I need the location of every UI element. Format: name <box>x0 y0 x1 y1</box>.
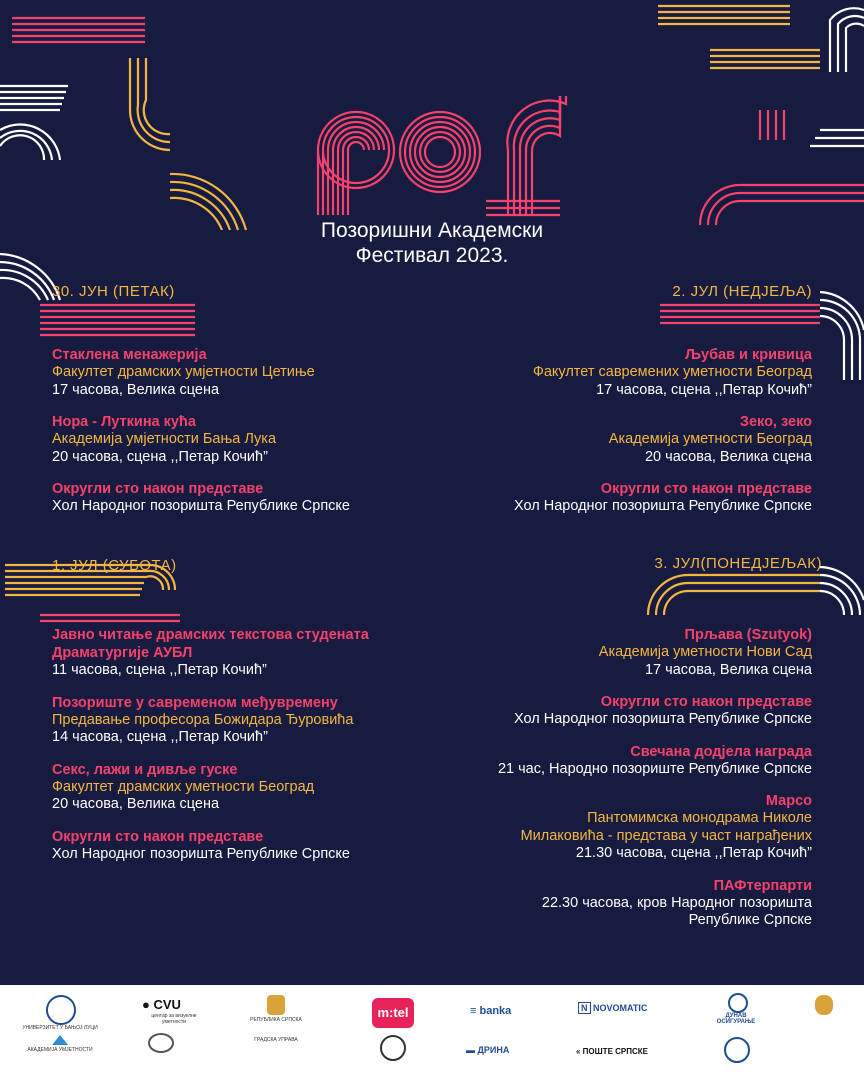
event-location: Хол Народног позоришта Републике Српске <box>52 845 350 862</box>
event-title: Стаклена менажерија <box>52 347 207 363</box>
event-time: 17 часова, Велика сцена <box>52 381 220 398</box>
dunav-seal-logo <box>728 993 748 1013</box>
dunav-logo-text: ДУНАВ ОСИГУРАЊЕ <box>716 1013 756 1025</box>
event-item <box>412 413 812 466</box>
banka-logo: ≡ banka <box>470 1005 512 1017</box>
event-subtitle: Факултет савремених уметности Београд <box>532 364 812 380</box>
city-coat-of-arms-logo <box>815 995 833 1015</box>
day-schedule-june-30 <box>52 346 452 530</box>
cvu-logo: ● CVU <box>142 997 181 1012</box>
ministry-logo-text: РЕПУБЛИКА СРПСКА <box>250 1017 302 1023</box>
event-location: Хол Народног позоришта Републике Српске <box>52 498 350 514</box>
event-title: Округли сто након представе <box>600 481 812 497</box>
day-heading-june-30: 30. ЈУН (ПЕТАК) <box>52 283 175 300</box>
poste-logo-text: ПОШТЕ СРПСКЕ <box>582 1047 648 1056</box>
event-subtitle: Предавање професора Божидара Ђуровића <box>52 711 354 728</box>
event-item <box>412 792 812 863</box>
theatre-seal-logo <box>148 1033 174 1053</box>
event-title: Нора - Луткина кућа <box>52 414 196 430</box>
event-title: Секс, лажи и дивље гуске <box>52 761 238 778</box>
event-title: Позориште у савременом међувремену <box>52 694 338 711</box>
event-item <box>52 346 452 399</box>
event-item <box>52 480 452 516</box>
mtel-logo: m:tel <box>372 998 414 1028</box>
event-item <box>412 877 812 930</box>
day-heading-july-2: 2. ЈУЛ (НЕДЈЕЉА) <box>672 283 812 300</box>
city-logo-text: ГРАДСКА УПРАВА <box>254 1037 298 1043</box>
day-heading-date: 3. ЈУЛ <box>654 555 701 572</box>
university-logo-text: УНИВЕРЗИТЕТ У БАЊОЈ ЛУЦИ <box>22 1025 98 1031</box>
event-time: 14 часова, сцена ,,Петар Кочић” <box>52 729 268 745</box>
event-title: Зеко, зеко <box>739 414 812 430</box>
event-item <box>412 693 812 729</box>
event-title: Љубав и кривица <box>685 347 812 363</box>
event-title: Округли сто након представе <box>600 694 812 710</box>
event-item <box>412 626 812 679</box>
cvu-logo-subtext: центар за визуелне уметности <box>151 1013 197 1025</box>
event-subtitle: Факултет драмских уметности Београд <box>52 778 315 795</box>
novomatic-logo: N NOVOMATIC <box>578 1003 647 1013</box>
paf-logo-graphic <box>318 96 566 215</box>
university-seal-logo <box>46 995 76 1025</box>
event-title: Округли сто након представе <box>52 481 264 497</box>
event-title: Јавно читање драмских текстова студената <box>52 627 369 643</box>
poste-logo: « ПОШТЕ СРПСКЕ <box>576 1047 648 1056</box>
event-item <box>412 480 812 516</box>
festival-title <box>0 218 864 268</box>
event-title: ПАФтерпарти <box>713 877 812 894</box>
drina-logo: ▬ ДРИНА <box>466 1045 510 1055</box>
event-item <box>412 346 812 399</box>
novomatic-logo-text: NOVOMATIC <box>593 1003 648 1013</box>
day-schedule-july-1 <box>52 626 462 877</box>
institution-seal-logo <box>380 1035 406 1061</box>
event-location: 21 час, Народно позориште Републике Српске <box>497 760 812 777</box>
event-item <box>412 743 812 779</box>
title-line-1: Позоришни Академски <box>320 219 544 242</box>
event-subtitle: Академија умјетности Бања Лука <box>52 431 277 447</box>
event-time: 20 часова, Велика сцена <box>644 448 812 465</box>
banka-logo-text: banka <box>479 1005 512 1017</box>
event-item <box>52 413 452 466</box>
title-line-2: Фестивал 2023. <box>355 244 509 267</box>
event-location-line-2: Републике Српске <box>688 912 812 928</box>
event-item <box>52 828 462 864</box>
event-time: 11 часова, сцена ,,Петар Кочић” <box>52 662 267 678</box>
event-item <box>52 694 462 747</box>
cvu-logo-text: CVU <box>153 997 181 1012</box>
event-subtitle: Академија уметности Нови Сад <box>598 644 812 660</box>
day-heading-july-1: 1. ЈУЛ (СУБОТА) <box>52 557 177 574</box>
event-title: Округли сто након представе <box>52 828 264 845</box>
event-title: Прљава (Szutyok) <box>684 627 812 643</box>
day-heading-july-3 <box>654 555 822 572</box>
event-title: Свечана додјела награда <box>630 743 812 760</box>
event-time: 20 часова, сцена ,,Петар Кочић” <box>52 448 268 465</box>
day-heading-weekday: (ПОНЕДЈЕЉАК) <box>700 555 822 572</box>
day-schedule-july-3 <box>412 626 812 944</box>
event-location: Хол Народног позоришта Републике Српске <box>514 498 812 514</box>
day-schedule-july-2 <box>412 346 812 530</box>
drina-logo-text: ДРИНА <box>477 1045 510 1055</box>
event-title: Марсо <box>765 793 812 809</box>
event-location: 22.30 часова, кров Народног позоришта <box>541 894 812 911</box>
event-time: 20 часова, Велика сцена <box>52 796 220 812</box>
event-title-line-2: Драматургије АУБЛ <box>52 645 193 661</box>
event-time: 17 часова, Велика сцена <box>644 661 812 678</box>
event-time: 21.30 часова, сцена ,,Петар Кочић” <box>575 845 812 861</box>
event-item <box>52 761 462 814</box>
academy-triangle-icon <box>52 1035 68 1045</box>
event-subtitle: Факултет драмских умјетности Цетиње <box>52 364 315 380</box>
event-subtitle-line-2: Милаковића - представа у част награђених <box>520 827 812 844</box>
sponsors-bar <box>0 985 864 1080</box>
event-item <box>52 626 462 680</box>
event-subtitle: Академија уметности Београд <box>608 431 812 447</box>
event-subtitle: Пантомимска монодрама Николе <box>587 810 812 826</box>
coat-of-arms-logo <box>267 995 285 1015</box>
event-location: Хол Народног позоришта Републике Српске <box>514 711 812 727</box>
academy-logo-text: АКАДЕМИЈА УМЈЕТНОСТИ <box>27 1047 93 1053</box>
event-time: 17 часова, сцена ,,Петар Кочић” <box>596 381 812 398</box>
seal-logo <box>724 1037 750 1063</box>
